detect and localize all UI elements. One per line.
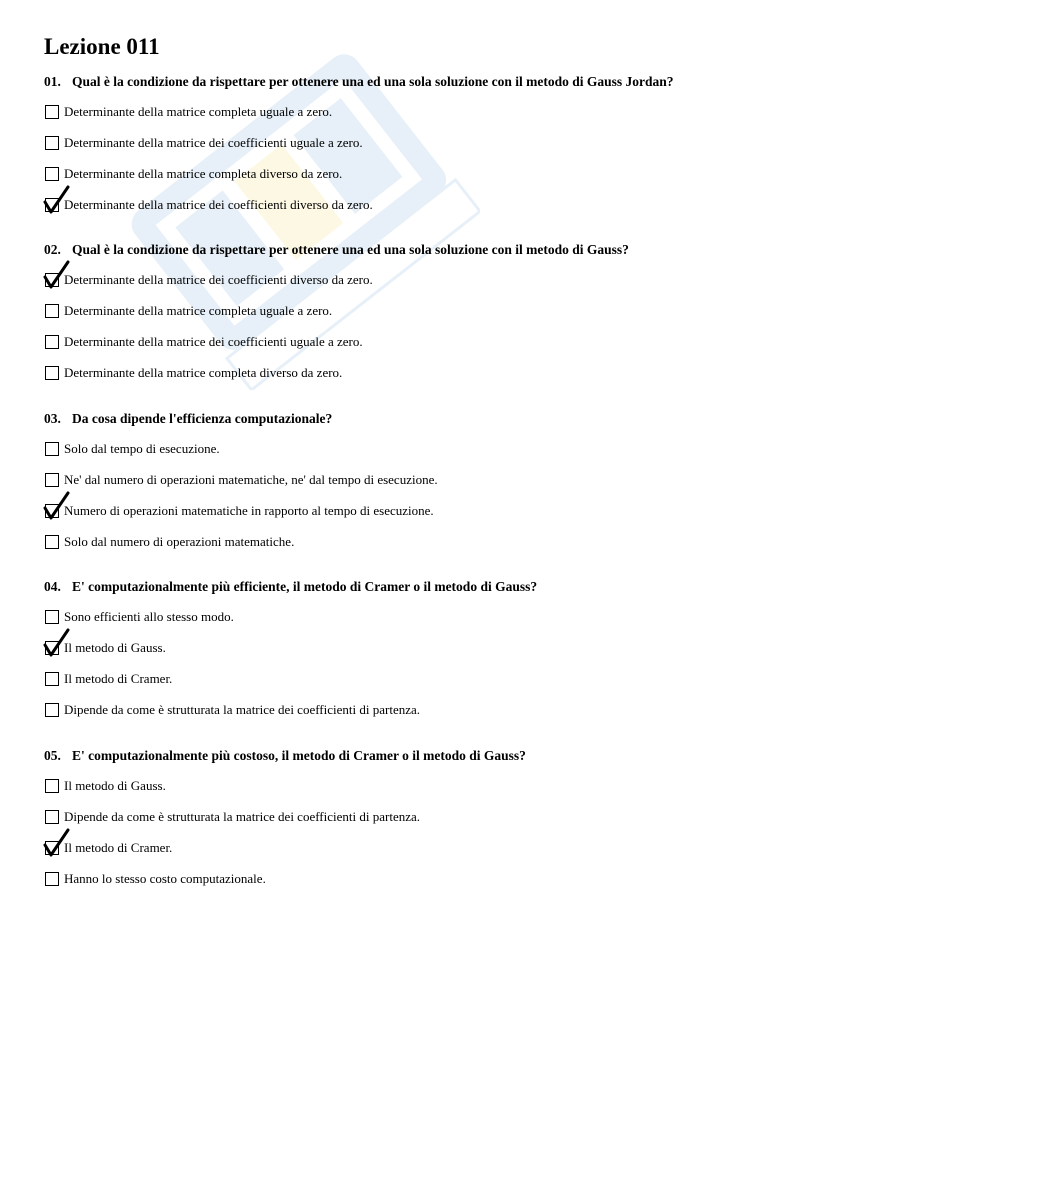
checkmark-icon <box>43 260 71 290</box>
question-label: E' computazionalmente più efficiente, il metodo di Cramer o il metodo di Gauss? <box>72 579 538 594</box>
question-text <box>44 72 1024 92</box>
answer-text: Determinante della matrice dei coefficienti uguale a zero. <box>64 134 363 150</box>
answer-text: Solo dal numero di operazioni matematiche. <box>64 533 295 549</box>
answer-option[interactable] <box>44 495 1024 526</box>
checkbox[interactable] <box>45 535 59 549</box>
question-number: 04. <box>44 579 61 594</box>
question-label: E' computazionalmente più costoso, il metodo di Cramer o il metodo di Gauss? <box>72 748 526 763</box>
checkbox[interactable] <box>45 872 59 886</box>
checkbox[interactable] <box>45 610 59 624</box>
question-03 <box>44 409 1024 557</box>
answer-text: Determinante della matrice completa diverso da zero. <box>64 165 343 181</box>
answer-text: Determinante della matrice dei coefficienti uguale a zero. <box>64 333 363 349</box>
answer-option[interactable] <box>44 433 1024 464</box>
checkbox[interactable] <box>45 841 59 855</box>
question-04 <box>44 577 1024 725</box>
answer-option[interactable] <box>44 264 1024 295</box>
answer-text: Dipende da come è strutturata la matrice dei coefficienti di partenza. <box>64 701 421 717</box>
question-text <box>44 240 1024 260</box>
answer-option[interactable] <box>44 663 1024 694</box>
answer-text: Determinante della matrice completa uguale a zero. <box>64 302 333 318</box>
question-text <box>44 409 1024 429</box>
checkbox[interactable] <box>45 335 59 349</box>
checkmark-icon <box>43 491 71 521</box>
checkbox[interactable] <box>45 473 59 487</box>
checkbox[interactable] <box>45 504 59 518</box>
checkmark-icon <box>43 828 71 858</box>
question-label: Qual è la condizione da rispettare per ottenere una ed una sola soluzione con il metodo di Gauss Jordan? <box>72 74 674 89</box>
answer-option[interactable] <box>44 694 1024 725</box>
answer-option[interactable] <box>44 295 1024 326</box>
checkbox[interactable] <box>45 136 59 150</box>
checkbox[interactable] <box>45 810 59 824</box>
answer-option[interactable] <box>44 96 1024 127</box>
answer-option[interactable] <box>44 464 1024 495</box>
checkbox[interactable] <box>45 672 59 686</box>
checkbox[interactable] <box>45 273 59 287</box>
question-text <box>44 577 1024 597</box>
question-05 <box>44 746 1024 894</box>
question-number: 02. <box>44 242 61 257</box>
answer-text: Il metodo di Gauss. <box>64 777 166 793</box>
checkbox[interactable] <box>45 167 59 181</box>
checkbox[interactable] <box>45 105 59 119</box>
answer-option[interactable] <box>44 326 1024 357</box>
checkbox[interactable] <box>45 779 59 793</box>
answer-text: Hanno lo stesso costo computazionale. <box>64 870 266 886</box>
answer-option[interactable] <box>44 189 1024 220</box>
checkbox[interactable] <box>45 366 59 380</box>
answer-text: Il metodo di Cramer. <box>64 670 173 686</box>
checkmark-icon <box>43 185 71 215</box>
answer-text: Determinante della matrice completa diverso da zero. <box>64 364 343 380</box>
answer-text: Determinante della matrice dei coefficienti diverso da zero. <box>64 271 373 287</box>
answer-text: Solo dal tempo di esecuzione. <box>64 440 220 456</box>
question-label: Da cosa dipende l'efficienza computazionale? <box>72 411 333 426</box>
answer-option[interactable] <box>44 832 1024 863</box>
answer-text: Dipende da come è strutturata la matrice dei coefficienti di partenza. <box>64 808 421 824</box>
question-01 <box>44 72 1024 220</box>
page-title: Lezione 011 <box>44 34 160 59</box>
answer-text: Determinante della matrice completa uguale a zero. <box>64 103 333 119</box>
checkbox[interactable] <box>45 641 59 655</box>
question-text <box>44 746 1024 766</box>
answer-option[interactable] <box>44 632 1024 663</box>
question-number: 03. <box>44 411 61 426</box>
question-number: 05. <box>44 748 61 763</box>
checkmark-icon <box>43 628 71 658</box>
checkbox[interactable] <box>45 304 59 318</box>
answer-option[interactable] <box>44 770 1024 801</box>
answer-option[interactable] <box>44 526 1024 557</box>
checkbox[interactable] <box>45 703 59 717</box>
question-label: Qual è la condizione da rispettare per ottenere una ed una sola soluzione con il metodo di Gauss? <box>72 242 629 257</box>
answer-option[interactable] <box>44 158 1024 189</box>
answer-option[interactable] <box>44 863 1024 894</box>
checkbox[interactable] <box>45 198 59 212</box>
answer-text: Il metodo di Gauss. <box>64 639 166 655</box>
answer-option[interactable] <box>44 357 1024 388</box>
answer-option[interactable] <box>44 801 1024 832</box>
checkbox[interactable] <box>45 442 59 456</box>
answer-option[interactable] <box>44 601 1024 632</box>
question-02 <box>44 240 1024 388</box>
answer-option[interactable] <box>44 127 1024 158</box>
answer-text: Determinante della matrice dei coefficienti diverso da zero. <box>64 196 373 212</box>
question-number: 01. <box>44 74 61 89</box>
answer-text: Sono efficienti allo stesso modo. <box>64 608 234 624</box>
answer-text: Il metodo di Cramer. <box>64 839 173 855</box>
answer-text: Ne' dal numero di operazioni matematiche, ne' dal tempo di esecuzione. <box>64 471 438 487</box>
answer-text: Numero di operazioni matematiche in rapporto al tempo di esecuzione. <box>64 502 434 518</box>
